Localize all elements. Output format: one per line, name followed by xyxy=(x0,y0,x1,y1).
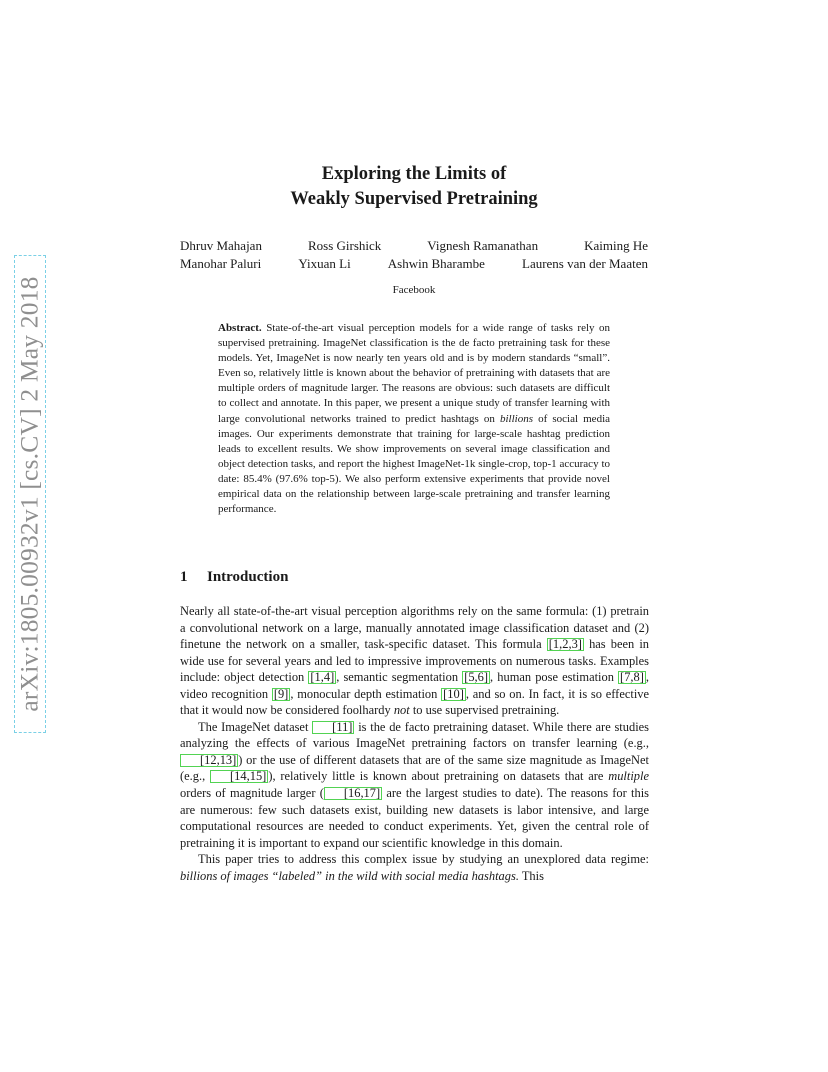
arxiv-stamp-text: arXiv:1805.00932v1 [cs.CV] 2 May 2018 xyxy=(15,276,44,712)
arxiv-stamp xyxy=(14,255,46,733)
section-number: 1 xyxy=(180,569,188,585)
emphasis: multiple xyxy=(608,769,649,784)
body-text xyxy=(180,603,649,884)
title-line-1: Exploring the Limits of xyxy=(321,164,507,184)
citation-link[interactable]: [10] xyxy=(443,686,464,701)
author: Dhruv Mahajan xyxy=(180,238,262,253)
text: This xyxy=(521,868,544,883)
text: ) or the use of different datasets that are of the same size magnitude as ImageNet (e.g., xyxy=(180,752,649,784)
paper-title xyxy=(0,162,828,212)
section-heading xyxy=(180,569,288,586)
author: Laurens van der Maaten xyxy=(522,256,648,271)
author: Ashwin Bharambe xyxy=(387,256,485,271)
text: , video recognition xyxy=(180,670,649,701)
abstract xyxy=(218,321,610,517)
citation-link[interactable]: [16,17] xyxy=(324,787,382,800)
text: , semantic segmentation xyxy=(336,670,459,685)
paragraph xyxy=(180,851,649,884)
emphasis: billions of images “labeled” in the wild with social media hashtags. xyxy=(180,868,519,883)
text: are the largest studies to date). The reasons for this are numerous: few such datasets exist, building new datasets is labor intensive, and large computational resources are needed to conduct experiments. Yet, given the central role of pretraining it is important to expand our scientific knowledge in this domain. xyxy=(180,786,649,850)
author: Vignesh Ramanathan xyxy=(427,238,539,253)
author-row-2 xyxy=(180,255,648,273)
text: has been in wide use for several years and led to impressive improvements on numerous tasks. Examples include: object detection xyxy=(180,637,650,685)
author-row-1 xyxy=(180,237,648,255)
text: ), relatively little is known about pretraining on datasets that are xyxy=(268,769,604,784)
text: Nearly all state-of-the-art visual perception algorithms rely on the same formula: (1) pretrain a convolutional network on a large, manually annotated image classification dataset and (2) finetune the network on a smaller, task-specific dataset. This formula xyxy=(180,604,649,652)
text: This paper tries to address this complex issue by studying an unexplored data regime: xyxy=(198,852,649,867)
citation-link[interactable]: [11] xyxy=(312,721,354,734)
citation-link[interactable]: [14,15] xyxy=(210,770,268,783)
text: to use supervised pretraining. xyxy=(412,703,560,718)
text: is the de facto pretraining dataset. While there are studies analyzing the effects of various ImageNet pretraining factors on transfer learning (e.g., xyxy=(180,719,650,751)
citation-link[interactable]: [1,2,3] xyxy=(548,637,582,652)
citation-link[interactable]: [7,8] xyxy=(620,670,644,685)
section-title: Introduction xyxy=(207,569,289,585)
abstract-text: State-of-the-art visual perception models for a wide range of tasks rely on supervised pretraining. ImageNet classification is the de facto pretraining task for these models. Yet, ImageNet is now nearly ten years old and is by modern standards “small”. Even so, relatively little is known about the behavior of pretraining with datasets that are multiple orders of magnitude larger. The reasons are obvious: such datasets are difficult to collect and annotate. In this paper, we present a unique study of transfer learning with large convolutional networks trained to predict hashtags on xyxy=(218,322,611,425)
text: , and so on. In fact, it is so effective that it would now be considered foolhardy xyxy=(180,686,650,718)
affiliation: Facebook xyxy=(392,284,436,296)
abstract-text: of social media images. Our experiments demonstrate that training for large-scale hashtag prediction leads to excellent results. We show improvements on several image classification and object detection tasks, and report the highest ImageNet-1k single-crop, top-1 accuracy to date: 85.4% (97.6% top-5). We also perform extensive experiments that provide novel empirical data on the relationship between large-scale pretraining and transfer learning performance. xyxy=(218,412,611,516)
author: Ross Girshick xyxy=(307,238,382,253)
citation-link[interactable]: [9] xyxy=(273,686,289,701)
author: Yixuan Li xyxy=(298,256,351,271)
author-list xyxy=(180,237,648,273)
text: , monocular depth estimation xyxy=(290,686,438,701)
abstract-emphasis: billions xyxy=(499,412,533,425)
text: The ImageNet dataset xyxy=(198,719,309,734)
emphasis: not xyxy=(393,703,410,718)
citation-link[interactable]: [12,13] xyxy=(180,754,238,767)
abstract-label: Abstract. xyxy=(218,322,262,334)
author: Manohar Paluri xyxy=(180,256,262,271)
title-line-2: Weakly Supervised Pretraining xyxy=(290,189,538,209)
citation-link[interactable]: [5,6] xyxy=(464,670,489,685)
paragraph xyxy=(180,603,649,719)
text: , human pose estimation xyxy=(490,670,614,685)
citation-link[interactable]: [1,4] xyxy=(310,670,335,685)
paragraph xyxy=(180,719,649,851)
author: Kaiming He xyxy=(584,238,648,253)
text: orders of magnitude larger ( xyxy=(180,786,324,801)
